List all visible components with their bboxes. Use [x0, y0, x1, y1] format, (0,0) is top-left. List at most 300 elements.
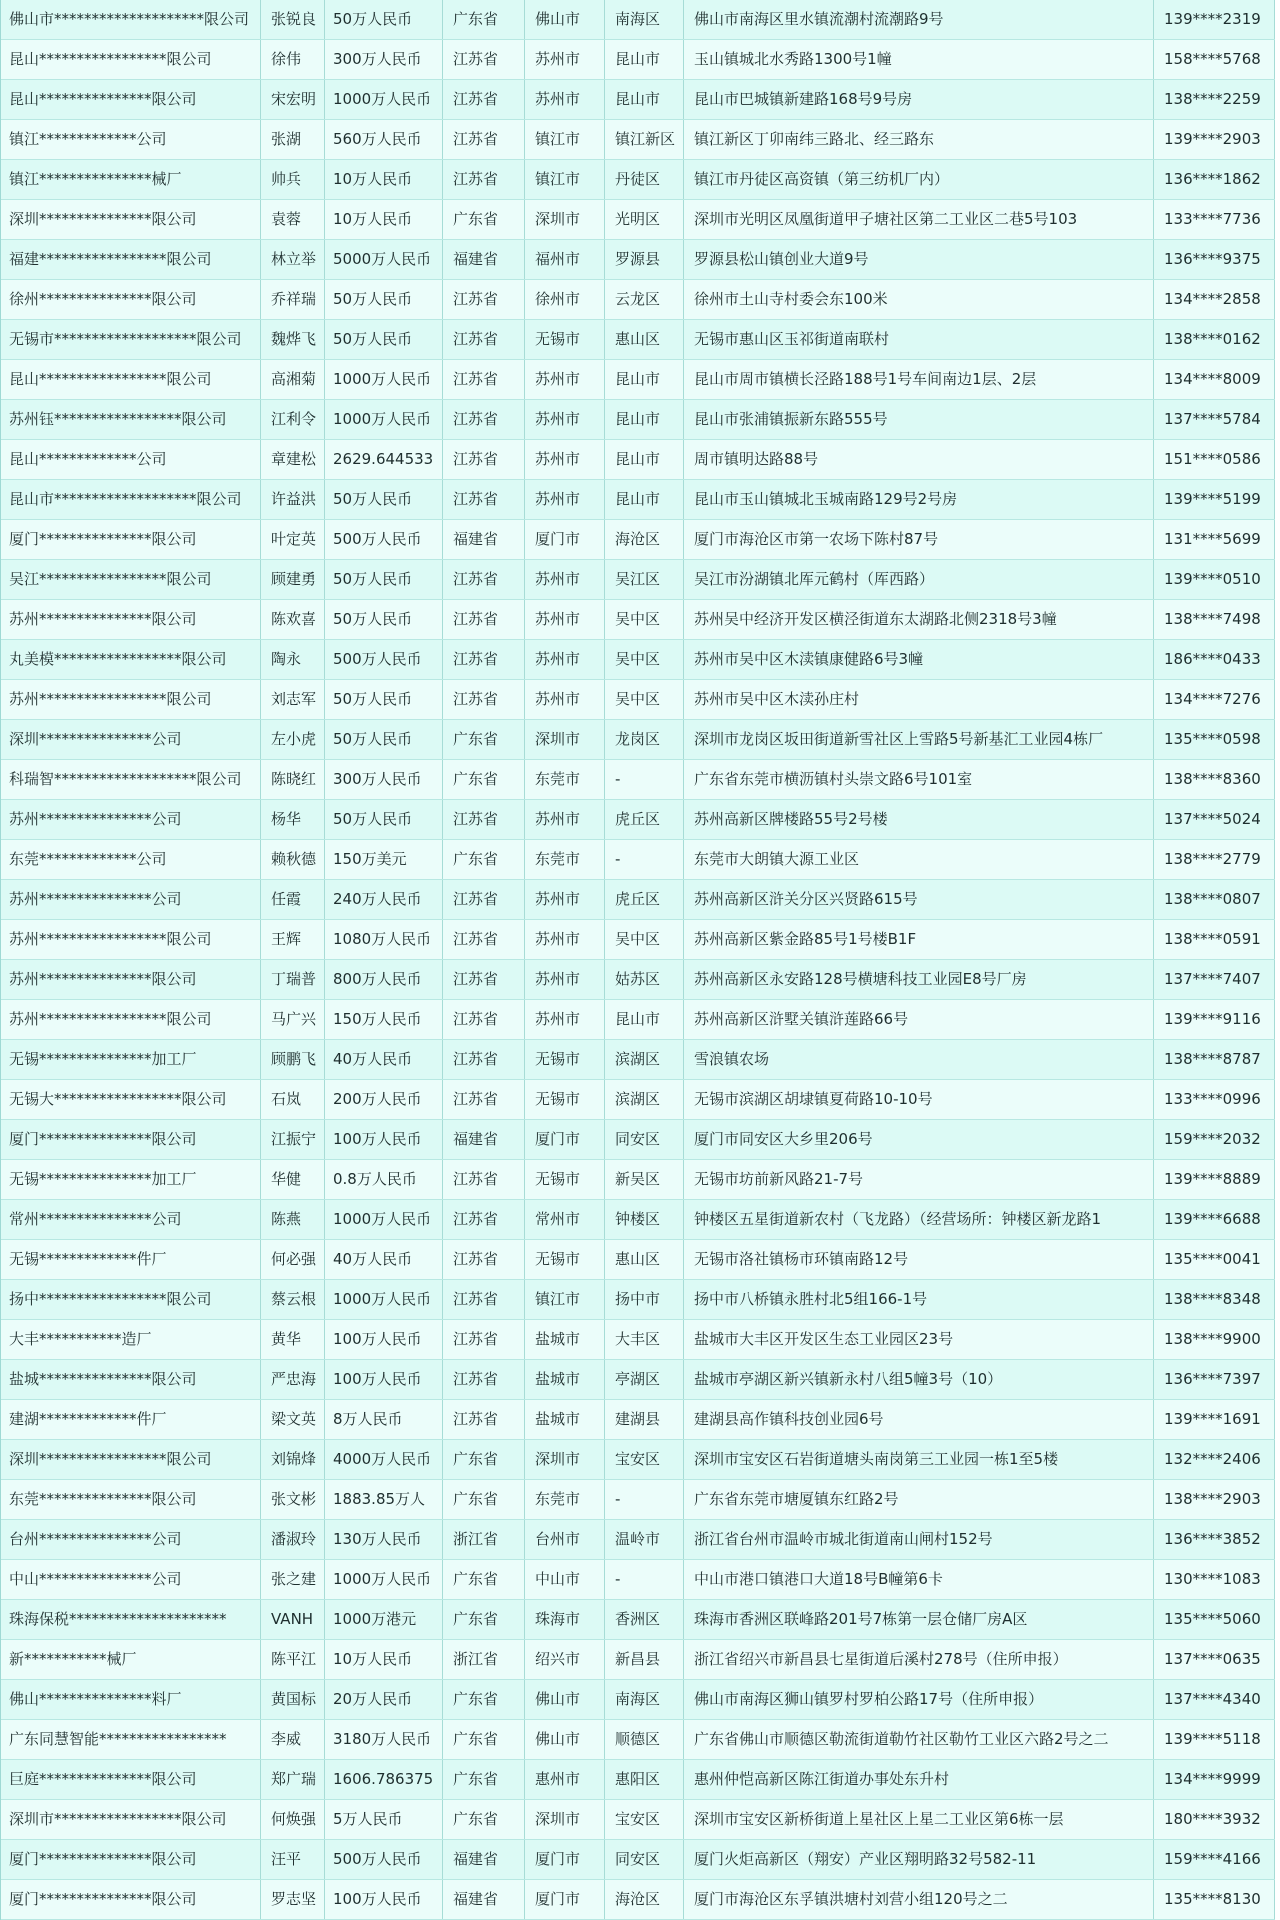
- province-cell: 江苏省: [443, 1040, 525, 1079]
- table-row: [1, 480, 1275, 520]
- company-cell: 福建*****************限公司: [1, 240, 261, 279]
- phone-cell: 139****2319: [1154, 0, 1275, 39]
- address-cell: 浙江省台州市温岭市城北街道南山闸村152号: [684, 1520, 1154, 1559]
- province-cell: 江苏省: [443, 400, 525, 439]
- contact-person-cell: 王辉: [261, 920, 325, 959]
- contact-person-cell: 魏烨飞: [261, 320, 325, 359]
- company-cell: 广东同慧智能*****************: [1, 1720, 261, 1759]
- district-cell: 新吴区: [605, 1160, 684, 1199]
- province-cell: 江苏省: [443, 1240, 525, 1279]
- city-cell: 深圳市: [525, 1800, 605, 1839]
- contact-person-cell: 华健: [261, 1160, 325, 1199]
- contact-person-cell: 罗志坚: [261, 1880, 325, 1919]
- province-cell: 江苏省: [443, 480, 525, 519]
- contact-person-cell: 李威: [261, 1720, 325, 1759]
- contact-person-cell: 任霞: [261, 880, 325, 919]
- company-cell: 大丰***********造厂: [1, 1320, 261, 1359]
- phone-cell: 137****5024: [1154, 800, 1275, 839]
- district-cell: 亭湖区: [605, 1360, 684, 1399]
- district-cell: 惠山区: [605, 320, 684, 359]
- registered-capital-cell: 50万人民币: [325, 680, 443, 719]
- district-cell: 同安区: [605, 1120, 684, 1159]
- table-row: [1, 1760, 1275, 1800]
- company-cell: 苏州***************限公司: [1, 600, 261, 639]
- table-row: [1, 440, 1275, 480]
- registered-capital-cell: 150万美元: [325, 840, 443, 879]
- table-row: [1, 1720, 1275, 1760]
- district-cell: 罗源县: [605, 240, 684, 279]
- company-cell: 扬中*****************限公司: [1, 1280, 261, 1319]
- address-cell: 周市镇明达路88号: [684, 440, 1154, 479]
- phone-cell: 138****2259: [1154, 80, 1275, 119]
- city-cell: 苏州市: [525, 800, 605, 839]
- company-cell: 巨庭***************限公司: [1, 1760, 261, 1799]
- registered-capital-cell: 150万人民币: [325, 1000, 443, 1039]
- table-row: [1, 1440, 1275, 1480]
- city-cell: 苏州市: [525, 880, 605, 919]
- table-row: [1, 80, 1275, 120]
- registered-capital-cell: 50万人民币: [325, 720, 443, 759]
- province-cell: 广东省: [443, 1600, 525, 1639]
- registered-capital-cell: 50万人民币: [325, 320, 443, 359]
- table-row: [1, 1520, 1275, 1560]
- city-cell: 苏州市: [525, 360, 605, 399]
- province-cell: 江苏省: [443, 360, 525, 399]
- address-cell: 苏州高新区牌楼路55号2号楼: [684, 800, 1154, 839]
- table-row: [1, 1200, 1275, 1240]
- company-cell: 丸美模*****************限公司: [1, 640, 261, 679]
- contact-person-cell: 林立举: [261, 240, 325, 279]
- province-cell: 福建省: [443, 520, 525, 559]
- contact-person-cell: 石岚: [261, 1080, 325, 1119]
- district-cell: 昆山市: [605, 360, 684, 399]
- address-cell: 盐城市大丰区开发区生态工业园区23号: [684, 1320, 1154, 1359]
- address-cell: 苏州高新区永安路128号横塘科技工业园E8号厂房: [684, 960, 1154, 999]
- address-cell: 深圳市宝安区石岩街道塘头南岗第三工业园一栋1至5楼: [684, 1440, 1154, 1479]
- province-cell: 江苏省: [443, 1080, 525, 1119]
- province-cell: 江苏省: [443, 680, 525, 719]
- address-cell: 苏州市吴中区木渎孙庄村: [684, 680, 1154, 719]
- registered-capital-cell: 1000万人民币: [325, 400, 443, 439]
- registered-capital-cell: 100万人民币: [325, 1360, 443, 1399]
- table-row: [1, 1360, 1275, 1400]
- district-cell: 吴中区: [605, 920, 684, 959]
- phone-cell: 135****5060: [1154, 1600, 1275, 1639]
- table-row: [1, 680, 1275, 720]
- table-row: [1, 1880, 1275, 1920]
- address-cell: 雪浪镇农场: [684, 1040, 1154, 1079]
- company-cell: 厦门***************限公司: [1, 1880, 261, 1919]
- registered-capital-cell: 5万人民币: [325, 1800, 443, 1839]
- province-cell: 广东省: [443, 720, 525, 759]
- phone-cell: 139****5199: [1154, 480, 1275, 519]
- contact-person-cell: 蔡云根: [261, 1280, 325, 1319]
- province-cell: 江苏省: [443, 600, 525, 639]
- registered-capital-cell: 560万人民币: [325, 120, 443, 159]
- registered-capital-cell: 50万人民币: [325, 600, 443, 639]
- district-cell: 吴中区: [605, 640, 684, 679]
- district-cell: 顺德区: [605, 1720, 684, 1759]
- address-cell: 苏州市吴中区木渎镇康健路6号3幢: [684, 640, 1154, 679]
- address-cell: 无锡市洛社镇杨市环镇南路12号: [684, 1240, 1154, 1279]
- phone-cell: 159****4166: [1154, 1840, 1275, 1879]
- table-row: [1, 360, 1275, 400]
- province-cell: 浙江省: [443, 1640, 525, 1679]
- registered-capital-cell: 50万人民币: [325, 800, 443, 839]
- company-cell: 无锡市*******************限公司: [1, 320, 261, 359]
- registered-capital-cell: 10万人民币: [325, 1640, 443, 1679]
- district-cell: 温岭市: [605, 1520, 684, 1559]
- city-cell: 无锡市: [525, 1080, 605, 1119]
- registered-capital-cell: 240万人民币: [325, 880, 443, 919]
- address-cell: 广东省东莞市塘厦镇东红路2号: [684, 1480, 1154, 1519]
- phone-cell: 137****7407: [1154, 960, 1275, 999]
- contact-person-cell: 何必强: [261, 1240, 325, 1279]
- province-cell: 江苏省: [443, 280, 525, 319]
- address-cell: 无锡市坊前新风路21-7号: [684, 1160, 1154, 1199]
- phone-cell: 138****2903: [1154, 1480, 1275, 1519]
- table-row: [1, 1280, 1275, 1320]
- province-cell: 江苏省: [443, 960, 525, 999]
- province-cell: 江苏省: [443, 160, 525, 199]
- registered-capital-cell: 5000万人民币: [325, 240, 443, 279]
- city-cell: 厦门市: [525, 1120, 605, 1159]
- company-cell: 昆山*************公司: [1, 440, 261, 479]
- table-row: [1, 280, 1275, 320]
- district-cell: 虎丘区: [605, 800, 684, 839]
- registered-capital-cell: 4000万人民币: [325, 1440, 443, 1479]
- table-row: [1, 840, 1275, 880]
- district-cell: 海沧区: [605, 1880, 684, 1919]
- company-cell: 镇江*************公司: [1, 120, 261, 159]
- contact-person-cell: 丁瑞普: [261, 960, 325, 999]
- table-row: [1, 1240, 1275, 1280]
- contact-person-cell: 何焕强: [261, 1800, 325, 1839]
- phone-cell: 139****1691: [1154, 1400, 1275, 1439]
- phone-cell: 138****0162: [1154, 320, 1275, 359]
- district-cell: 丹徒区: [605, 160, 684, 199]
- city-cell: 无锡市: [525, 320, 605, 359]
- registered-capital-cell: 500万人民币: [325, 520, 443, 559]
- phone-cell: 134****9999: [1154, 1760, 1275, 1799]
- contact-person-cell: 江利令: [261, 400, 325, 439]
- contact-person-cell: 马广兴: [261, 1000, 325, 1039]
- city-cell: 苏州市: [525, 680, 605, 719]
- phone-cell: 139****8889: [1154, 1160, 1275, 1199]
- phone-cell: 136****1862: [1154, 160, 1275, 199]
- phone-cell: 186****0433: [1154, 640, 1275, 679]
- table-row: [1, 760, 1275, 800]
- table-row: [1, 1680, 1275, 1720]
- district-cell: 扬中市: [605, 1280, 684, 1319]
- city-cell: 佛山市: [525, 1720, 605, 1759]
- contact-person-cell: 梁文英: [261, 1400, 325, 1439]
- address-cell: 厦门市海沧区市第一农场下陈村87号: [684, 520, 1154, 559]
- city-cell: 珠海市: [525, 1600, 605, 1639]
- district-cell: 同安区: [605, 1840, 684, 1879]
- district-cell: 海沧区: [605, 520, 684, 559]
- province-cell: 江苏省: [443, 800, 525, 839]
- address-cell: 罗源县松山镇创业大道9号: [684, 240, 1154, 279]
- province-cell: 江苏省: [443, 560, 525, 599]
- company-cell: 无锡***************加工厂: [1, 1160, 261, 1199]
- province-cell: 浙江省: [443, 1520, 525, 1559]
- province-cell: 广东省: [443, 1800, 525, 1839]
- city-cell: 厦门市: [525, 1880, 605, 1919]
- address-cell: 昆山市张浦镇振新东路555号: [684, 400, 1154, 439]
- registered-capital-cell: 1000万人民币: [325, 360, 443, 399]
- table-row: [1, 600, 1275, 640]
- phone-cell: 131****5699: [1154, 520, 1275, 559]
- address-cell: 昆山市玉山镇城北玉城南路129号2号房: [684, 480, 1154, 519]
- contact-person-cell: 宋宏明: [261, 80, 325, 119]
- phone-cell: 151****0586: [1154, 440, 1275, 479]
- company-cell: 昆山市*******************限公司: [1, 480, 261, 519]
- contact-person-cell: 章建松: [261, 440, 325, 479]
- district-cell: 镇江新区: [605, 120, 684, 159]
- company-cell: 昆山***************限公司: [1, 80, 261, 119]
- province-cell: 江苏省: [443, 640, 525, 679]
- table-row: [1, 240, 1275, 280]
- city-cell: 苏州市: [525, 920, 605, 959]
- company-cell: 无锡*************件厂: [1, 1240, 261, 1279]
- table-row: [1, 560, 1275, 600]
- contact-person-cell: 袁蓉: [261, 200, 325, 239]
- city-cell: 苏州市: [525, 40, 605, 79]
- registered-capital-cell: 800万人民币: [325, 960, 443, 999]
- contact-person-cell: 黄国标: [261, 1680, 325, 1719]
- contact-person-cell: 郑广瑞: [261, 1760, 325, 1799]
- company-cell: 苏州*****************限公司: [1, 920, 261, 959]
- contact-person-cell: 徐伟: [261, 40, 325, 79]
- registered-capital-cell: 10万人民币: [325, 200, 443, 239]
- company-cell: 苏州钰*****************限公司: [1, 400, 261, 439]
- phone-cell: 138****7498: [1154, 600, 1275, 639]
- registered-capital-cell: 50万人民币: [325, 560, 443, 599]
- contact-person-cell: VANH: [261, 1600, 325, 1639]
- table-row: [1, 1160, 1275, 1200]
- district-cell: -: [605, 760, 684, 799]
- registered-capital-cell: 50万人民币: [325, 480, 443, 519]
- contact-person-cell: 陈平江: [261, 1640, 325, 1679]
- district-cell: -: [605, 1560, 684, 1599]
- address-cell: 徐州市土山寺村委会东100米: [684, 280, 1154, 319]
- contact-person-cell: 刘志军: [261, 680, 325, 719]
- company-cell: 中山***************公司: [1, 1560, 261, 1599]
- company-cell: 昆山*****************限公司: [1, 360, 261, 399]
- registered-capital-cell: 40万人民币: [325, 1040, 443, 1079]
- city-cell: 苏州市: [525, 480, 605, 519]
- company-cell: 厦门***************限公司: [1, 520, 261, 559]
- table-row: [1, 200, 1275, 240]
- district-cell: 宝安区: [605, 1440, 684, 1479]
- phone-cell: 135****0598: [1154, 720, 1275, 759]
- company-cell: 苏州*****************限公司: [1, 1000, 261, 1039]
- table-row: [1, 1320, 1275, 1360]
- company-cell: 苏州***************公司: [1, 800, 261, 839]
- phone-cell: 139****2903: [1154, 120, 1275, 159]
- phone-cell: 135****8130: [1154, 1880, 1275, 1919]
- contact-person-cell: 张之建: [261, 1560, 325, 1599]
- contact-person-cell: 高湘菊: [261, 360, 325, 399]
- province-cell: 福建省: [443, 240, 525, 279]
- province-cell: 广东省: [443, 1720, 525, 1759]
- company-cell: 厦门***************限公司: [1, 1120, 261, 1159]
- address-cell: 吴江市汾湖镇北厍元鹤村（厍西路）: [684, 560, 1154, 599]
- contact-person-cell: 江振宁: [261, 1120, 325, 1159]
- phone-cell: 138****0591: [1154, 920, 1275, 959]
- table-row: [1, 1040, 1275, 1080]
- table-row: [1, 1800, 1275, 1840]
- phone-cell: 138****2779: [1154, 840, 1275, 879]
- registered-capital-cell: 1000万人民币: [325, 1560, 443, 1599]
- phone-cell: 137****0635: [1154, 1640, 1275, 1679]
- phone-cell: 136****7397: [1154, 1360, 1275, 1399]
- phone-cell: 138****8348: [1154, 1280, 1275, 1319]
- contact-person-cell: 刘锦烽: [261, 1440, 325, 1479]
- address-cell: 浙江省绍兴市新昌县七星街道后溪村278号（住所申报）: [684, 1640, 1154, 1679]
- address-cell: 厦门市同安区大乡里206号: [684, 1120, 1154, 1159]
- district-cell: 龙岗区: [605, 720, 684, 759]
- city-cell: 福州市: [525, 240, 605, 279]
- district-cell: 昆山市: [605, 440, 684, 479]
- address-cell: 昆山市巴城镇新建路168号9号房: [684, 80, 1154, 119]
- city-cell: 佛山市: [525, 0, 605, 39]
- company-cell: 佛山市********************限公司: [1, 0, 261, 39]
- province-cell: 江苏省: [443, 1400, 525, 1439]
- district-cell: 昆山市: [605, 80, 684, 119]
- city-cell: 东莞市: [525, 1480, 605, 1519]
- registered-capital-cell: 100万人民币: [325, 1320, 443, 1359]
- address-cell: 广东省东莞市横沥镇村头崇文路6号101室: [684, 760, 1154, 799]
- phone-cell: 159****2032: [1154, 1120, 1275, 1159]
- province-cell: 江苏省: [443, 1360, 525, 1399]
- city-cell: 深圳市: [525, 200, 605, 239]
- district-cell: 昆山市: [605, 1000, 684, 1039]
- address-cell: 东莞市大朗镇大源工业区: [684, 840, 1154, 879]
- registered-capital-cell: 1606.786375: [325, 1760, 443, 1799]
- registered-capital-cell: 50万人民币: [325, 280, 443, 319]
- district-cell: 南海区: [605, 0, 684, 39]
- province-cell: 福建省: [443, 1840, 525, 1879]
- province-cell: 江苏省: [443, 1320, 525, 1359]
- registered-capital-cell: 130万人民币: [325, 1520, 443, 1559]
- table-row: [1, 120, 1275, 160]
- province-cell: 福建省: [443, 1880, 525, 1919]
- contact-person-cell: 陶永: [261, 640, 325, 679]
- district-cell: 香洲区: [605, 1600, 684, 1639]
- table-row: [1, 1000, 1275, 1040]
- table-row: [1, 160, 1275, 200]
- city-cell: 盐城市: [525, 1360, 605, 1399]
- company-cell: 盐城***************限公司: [1, 1360, 261, 1399]
- table-row: [1, 880, 1275, 920]
- table-row: [1, 1840, 1275, 1880]
- district-cell: 南海区: [605, 1680, 684, 1719]
- registered-capital-cell: 8万人民币: [325, 1400, 443, 1439]
- address-cell: 镇江新区丁卯南纬三路北、经三路东: [684, 120, 1154, 159]
- district-cell: 吴中区: [605, 600, 684, 639]
- contact-person-cell: 杨华: [261, 800, 325, 839]
- province-cell: 广东省: [443, 0, 525, 39]
- district-cell: 惠山区: [605, 1240, 684, 1279]
- company-cell: 科瑞智*******************限公司: [1, 760, 261, 799]
- company-cell: 建湖*************件厂: [1, 1400, 261, 1439]
- district-cell: 滨湖区: [605, 1040, 684, 1079]
- company-cell: 东莞***************限公司: [1, 1480, 261, 1519]
- registered-capital-cell: 1000万人民币: [325, 1280, 443, 1319]
- address-cell: 苏州高新区浒墅关镇浒莲路66号: [684, 1000, 1154, 1039]
- phone-cell: 139****9116: [1154, 1000, 1275, 1039]
- contact-person-cell: 陈燕: [261, 1200, 325, 1239]
- address-cell: 苏州吴中经济开发区横泾街道东太湖路北侧2318号3幢: [684, 600, 1154, 639]
- phone-cell: 132****2406: [1154, 1440, 1275, 1479]
- address-cell: 惠州仲恺高新区陈江街道办事处东升村: [684, 1760, 1154, 1799]
- phone-cell: 135****0041: [1154, 1240, 1275, 1279]
- address-cell: 深圳市龙岗区坂田街道新雪社区上雪路5号新基汇工业园4栋厂: [684, 720, 1154, 759]
- district-cell: 光明区: [605, 200, 684, 239]
- registered-capital-cell: 1000万人民币: [325, 80, 443, 119]
- city-cell: 惠州市: [525, 1760, 605, 1799]
- phone-cell: 137****5784: [1154, 400, 1275, 439]
- table-row: [1, 1640, 1275, 1680]
- province-cell: 江苏省: [443, 1200, 525, 1239]
- district-cell: 新昌县: [605, 1640, 684, 1679]
- registered-capital-cell: 2629.644533: [325, 440, 443, 479]
- province-cell: 广东省: [443, 840, 525, 879]
- phone-cell: 139****0510: [1154, 560, 1275, 599]
- city-cell: 苏州市: [525, 1000, 605, 1039]
- registered-capital-cell: 1000万人民币: [325, 1200, 443, 1239]
- district-cell: 吴江区: [605, 560, 684, 599]
- city-cell: 苏州市: [525, 640, 605, 679]
- phone-cell: 134****2858: [1154, 280, 1275, 319]
- table-row: [1, 1400, 1275, 1440]
- table-row: [1, 960, 1275, 1000]
- city-cell: 盐城市: [525, 1400, 605, 1439]
- table-row: [1, 520, 1275, 560]
- address-cell: 广东省佛山市顺德区勒流街道勒竹社区勒竹工业区六路2号之二: [684, 1720, 1154, 1759]
- province-cell: 江苏省: [443, 320, 525, 359]
- address-cell: 厦门火炬高新区（翔安）产业区翔明路32号582-11: [684, 1840, 1154, 1879]
- address-cell: 盐城市亭湖区新兴镇新永村八组5幢3号（10）: [684, 1360, 1154, 1399]
- address-cell: 建湖县高作镇科技创业园6号: [684, 1400, 1154, 1439]
- contact-person-cell: 乔祥瑞: [261, 280, 325, 319]
- city-cell: 徐州市: [525, 280, 605, 319]
- province-cell: 广东省: [443, 1560, 525, 1599]
- district-cell: 吴中区: [605, 680, 684, 719]
- province-cell: 江苏省: [443, 1160, 525, 1199]
- table-row: [1, 320, 1275, 360]
- address-cell: 镇江市丹徒区高资镇（第三纺机厂内）: [684, 160, 1154, 199]
- table-row: [1, 0, 1275, 40]
- registered-capital-cell: 10万人民币: [325, 160, 443, 199]
- phone-cell: 130****1083: [1154, 1560, 1275, 1599]
- province-cell: 江苏省: [443, 880, 525, 919]
- district-cell: 滨湖区: [605, 1080, 684, 1119]
- district-cell: 昆山市: [605, 480, 684, 519]
- city-cell: 无锡市: [525, 1160, 605, 1199]
- address-cell: 苏州高新区浒关分区兴贤路615号: [684, 880, 1154, 919]
- city-cell: 无锡市: [525, 1040, 605, 1079]
- company-cell: 珠海保税*********************: [1, 1600, 261, 1639]
- table-row: [1, 1480, 1275, 1520]
- phone-cell: 138****0807: [1154, 880, 1275, 919]
- company-cell: 东莞*************公司: [1, 840, 261, 879]
- table-row: [1, 720, 1275, 760]
- city-cell: 台州市: [525, 1520, 605, 1559]
- city-cell: 中山市: [525, 1560, 605, 1599]
